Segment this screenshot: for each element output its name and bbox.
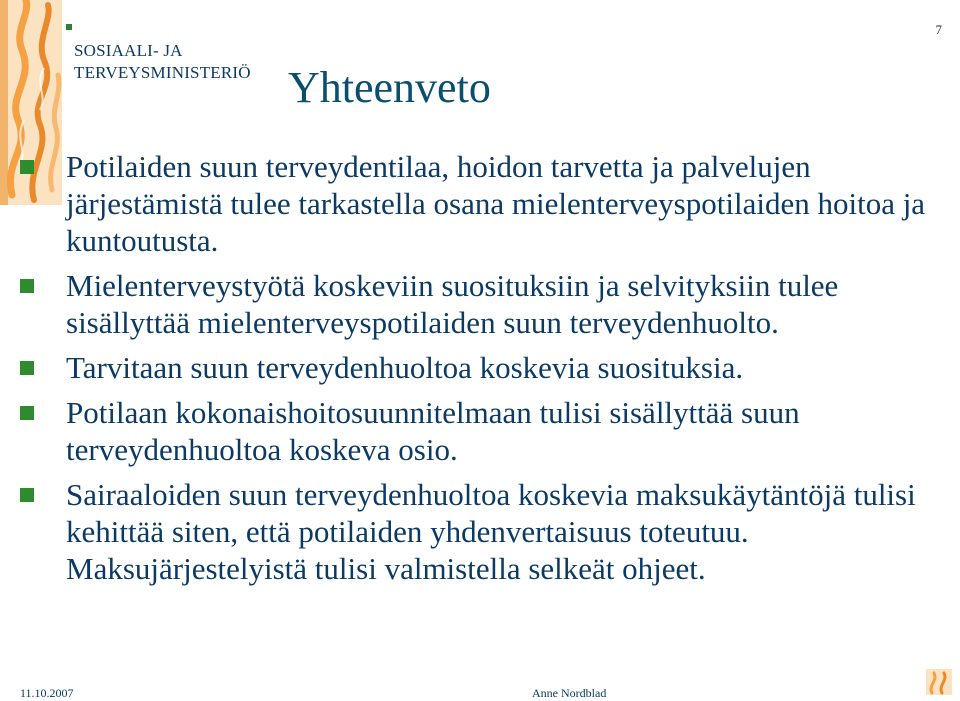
bullet-text: Potilaiden suun terveydentilaa, hoidon tarvetta ja palvelujen järjestämistä tulee tarkastella osana mielenterveyspotilaiden hoitoa ja kuntoutusta. <box>66 149 926 258</box>
square-bullet-icon <box>20 361 34 375</box>
ministry-mark-icon <box>66 24 72 30</box>
footer-author: Anne Nordblad <box>532 686 607 700</box>
bullet-text: Tarvitaan suun terveydenhuoltoa koskevia suosituksia. <box>66 350 744 385</box>
square-bullet-icon <box>20 279 34 293</box>
bullet-list <box>18 148 938 587</box>
ministry-label <box>74 40 251 84</box>
square-bullet-icon <box>20 160 34 174</box>
slide-title: Yhteenveto <box>288 63 491 112</box>
ministry-line-2: TERVEYSMINISTERIÖ <box>74 63 251 82</box>
page-number: 7 <box>935 22 942 37</box>
ministry-line-1: SOSIAALI- JA <box>74 41 183 60</box>
bullet-text: Sairaaloiden suun terveydenhuoltoa koskevia maksukäytäntöjä tulisi kehittää siten, että potilaiden yhdenvertaisuus toteutuu. Maksujärjestelyistä tulisi valmistella selkeät ohjeet. <box>66 477 916 586</box>
bullet-item <box>18 349 938 386</box>
bullet-text: Potilaan kokonaishoitosuunnitelmaan tulisi sisällyttää suun terveydenhuoltoa koskeva osio. <box>66 395 800 467</box>
bullet-item <box>18 394 938 468</box>
bullet-item <box>18 267 938 341</box>
bullet-text: Mielenterveystyötä koskeviin suosituksiin ja selvityksiin tulee sisällyttää mielenterveyspotilaiden suun terveydenhuolto. <box>66 268 839 340</box>
footer-date: 11.10.2007 <box>20 686 74 700</box>
bullet-item <box>18 148 938 259</box>
corner-flame-icon <box>926 669 952 695</box>
square-bullet-icon <box>20 488 34 502</box>
square-bullet-icon <box>20 406 34 420</box>
bullet-item <box>18 476 938 587</box>
